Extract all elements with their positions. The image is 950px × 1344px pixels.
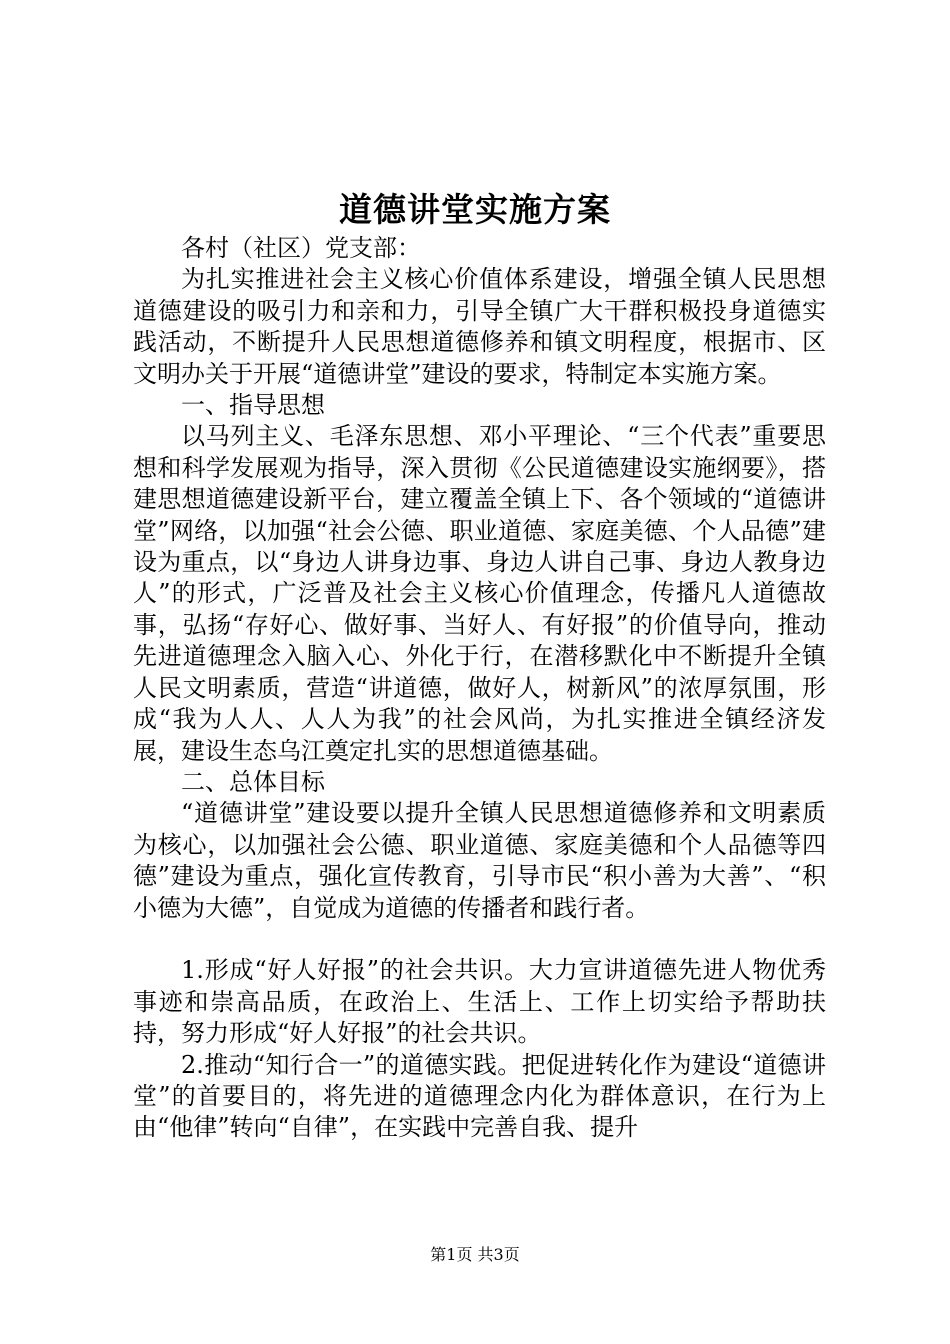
salutation: 各村（社区）党支部： xyxy=(181,234,421,262)
guiding-thought-paragraph: 以马列主义、毛泽东思想、邓小平理论、“三个代表”重要思想和科学发展观为指导，深入贯彻《公民道德建设实施纲要》，搭建思想道德建设新平台，建立覆盖全镇上下、各个领域的“道德讲堂”网络，以加强“社会公德、职业道德、家庭美德、个人品德”建设为重点，以“身边人讲身边事、身边人讲自己事、身边人教身边人”的形式，广泛普及社会主义核心价值理念，传播凡人道德故事，弘扬“存好心、做好事、当好人、有好报”的价值导向，推动先进道德理念入脑入心、外化于行，在潜移默化中不断提升全镇人民文明素质，营造“讲道德，做好人，树新风”的浓厚氛围，形成“我为人人、人人为我”的社会风尚，为扎实推进全镇经济发展，建设生态乌江奠定扎实的思想道德基础。 xyxy=(133,422,826,765)
goal-item-1: 1.形成“好人好报”的社会共识。大力宣讲道德先进人物优秀事迹和崇高品质，在政治上、生活上、工作上切实给予帮助扶持，努力形成“好人好报”的社会共识。 xyxy=(133,956,826,1048)
overall-goal-paragraph: “道德讲堂”建设要以提升全镇人民思想道德修养和文明素质为核心，以加强社会公德、职业道德、家庭美德和个人品德等四德”建设为重点，强化宣传教育，引导市民“积小善为大善”、“积小德为大德”，自觉成为道德的传播者和践行者。 xyxy=(133,799,826,922)
page-indicator: 第1页 共3页 xyxy=(430,1245,520,1264)
goal-item-2: 2.推动“知行合一”的道德实践。把促进转化作为建设“道德讲堂”的首要目的，将先进的道德理念内化为群体意识，在行为上由“他律”转向“自律”，在实践中完善自我、提升 xyxy=(133,1050,826,1142)
intro-paragraph: 为扎实推进社会主义核心价值体系建设，增强全镇人民思想道德建设的吸引力和亲和力，引导全镇广大干群积极投身道德实践活动，不断提升人民思想道德修养和镇文明程度，根据市、区文明办关于开展“道德讲堂”建设的要求，特制定本实施方案。 xyxy=(133,265,826,388)
document-title: 道德讲堂实施方案 xyxy=(339,190,611,229)
document-body xyxy=(133,233,826,1144)
section-heading-guiding-thought: 一、指导思想 xyxy=(181,391,325,420)
section-heading-overall-goal: 二、总体目标 xyxy=(181,767,325,796)
